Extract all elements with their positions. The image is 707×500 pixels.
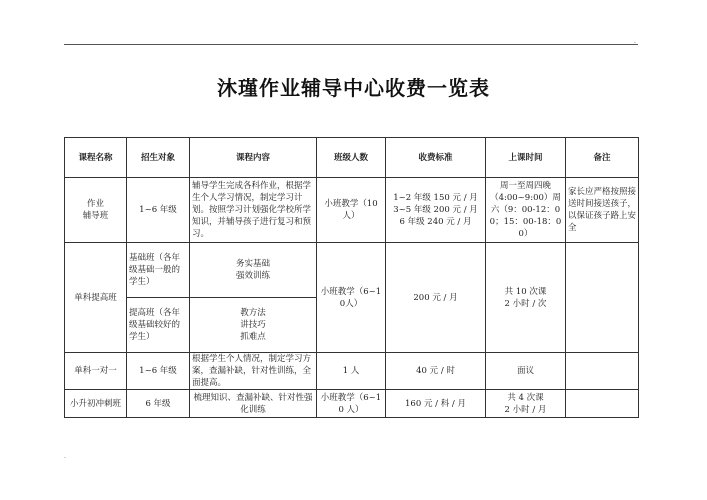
table-row — [65, 243, 639, 298]
row1-fee: 1~2 年级 150 元 / 月 3~5 年级 200 元 / 月 6 年级 240 元 / 月 — [386, 178, 486, 243]
row3-name: 单科一对一 — [65, 353, 127, 390]
row2-content-basic: 务实基础 强效训练 — [190, 243, 317, 298]
row2-schedule: 共 10 次课 2 小时 / 次 — [486, 243, 566, 353]
header-row — [65, 138, 639, 178]
corner-mark-bottom: . — [64, 453, 66, 460]
table-row — [65, 353, 639, 390]
row3-note — [566, 353, 639, 390]
table-row — [65, 178, 639, 243]
table-row — [65, 390, 639, 418]
row2-target-basic: 基础班（各年级基础一般的学生） — [127, 243, 190, 298]
row2-class-size: 小班教学（6~10人） — [317, 243, 386, 353]
row4-schedule: 共 4 次课 2 小时 / 月 — [486, 390, 566, 418]
header-schedule: 上课时间 — [486, 138, 566, 178]
header-fee: 收费标准 — [386, 138, 486, 178]
row4-note — [566, 390, 639, 418]
row4-name: 小升初冲刺班 — [65, 390, 127, 418]
header-rule — [64, 44, 638, 45]
fee-table — [64, 137, 639, 418]
row1-target: 1~6 年级 — [127, 178, 190, 243]
corner-mark-top: . — [634, 38, 636, 45]
row2-note — [566, 243, 639, 353]
header-class-size: 班级人数 — [317, 138, 386, 178]
header-content: 课程内容 — [190, 138, 317, 178]
header-target: 招生对象 — [127, 138, 190, 178]
row4-class-size: 小班教学（6~10 人） — [317, 390, 386, 418]
row2-target-advanced: 提高班（各年级基础较好的学生） — [127, 298, 190, 353]
row1-class-size: 小班教学（10人） — [317, 178, 386, 243]
row3-target: 1~6 年级 — [127, 353, 190, 390]
row4-target: 6 年级 — [127, 390, 190, 418]
row1-schedule: 周一至周四晚 （4:00~9:00）周六（9：00-12：00；15：00-18：00） — [486, 178, 566, 243]
row4-content: 梳理知识、查漏补缺、针对性强化训练 — [190, 390, 317, 418]
row1-note: 家长应严格按照接送时间接送孩子，以保证孩子路上安全 — [566, 178, 639, 243]
page-title: 沐瑾作业辅导中心收费一览表 — [217, 76, 490, 100]
row4-fee: 160 元 / 科 / 月 — [386, 390, 486, 418]
row3-fee: 40 元 / 时 — [386, 353, 486, 390]
header-course-name: 课程名称 — [65, 138, 127, 178]
row3-class-size: 1 人 — [317, 353, 386, 390]
header-note: 备注 — [566, 138, 639, 178]
row3-content: 根据学生个人情况，制定学习方案，查漏补缺，针对性训练，全面提高。 — [190, 353, 317, 390]
row1-name: 作业 辅导班 — [65, 178, 127, 243]
row2-fee: 200 元 / 月 — [386, 243, 486, 353]
row3-schedule: 面议 — [486, 353, 566, 390]
row2-content-advanced: 教方法 讲技巧 抓难点 — [190, 298, 317, 353]
row1-content: 辅导学生完成各科作业，根据学生个人学习情况，制定学习计划。按照学习计划强化学校所学知识，并辅导孩子进行复习和预习。 — [190, 178, 317, 243]
row2-name: 单科提高班 — [65, 243, 127, 353]
